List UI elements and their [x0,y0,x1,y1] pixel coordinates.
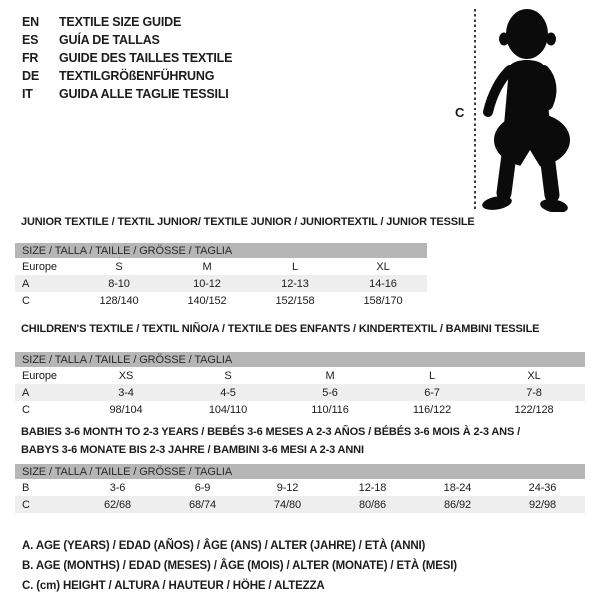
table-cell: XL [527,369,541,382]
table-title: BABYS 3-6 MONATE BIS 2-3 JAHRE / BAMBINI 3-6 MESI A 2-3 ANNI [21,444,364,456]
table-cell: 12-18 [358,481,387,494]
section-junior-textile [15,213,585,309]
table-cell: 6-7 [424,386,440,399]
size-header-band: SIZE / TALLA / TAILLE / GRÖSSE / TAGLIA [15,243,427,258]
table-cell: 5-6 [322,386,338,399]
row-label: A [22,277,30,290]
footnote-list [22,536,457,596]
size-header-band: SIZE / TALLA / TAILLE / GRÖSSE / TAGLIA [15,464,585,479]
table-cell: 8-10 [108,277,130,290]
language-list [22,13,232,103]
row-label: B [22,481,30,494]
table-cell: 98/104 [109,403,143,416]
language-title: TEXTILE SIZE GUIDE [59,15,182,29]
language-title: TEXTILGRÖßENFÜHRUNG [59,69,215,83]
footnote: A. AGE (YEARS) / EDAD (AÑOS) / ÂGE (ANS) / ALTER (JAHRE) / ETÀ (ANNI) [22,540,426,552]
table-cell: 116/122 [412,403,452,416]
baby-silhouette-icon [482,7,574,212]
table-title: BABIES 3-6 MONTH TO 2-3 YEARS / BEBÉS 3-6 MESES A 2-3 AÑOS / BÉBÉS 3-6 MOIS À 2-3 ANS / [21,426,520,438]
language-code-fr: FR [22,51,39,65]
table-title: JUNIOR TEXTILE / TEXTIL JUNIOR/ TEXTILE JUNIOR / JUNIORTEXTIL / JUNIOR TESSILE [21,216,475,228]
table-cell: 128/140 [99,294,139,307]
table-row [15,275,427,292]
language-code-en: EN [22,15,39,29]
table-cell: 62/68 [103,498,132,511]
table-cell: 80/86 [358,498,387,511]
row-label: A [22,386,30,399]
language-row [22,49,232,67]
table-cell: 14-16 [369,277,397,290]
table-cell: 110/116 [311,403,349,416]
table-cell: M [202,260,212,273]
table-row [15,479,585,496]
language-row [22,85,232,103]
table-row [15,401,585,418]
size-header-band: SIZE / TALLA / TAILLE / GRÖSSE / TAGLIA [15,352,585,367]
language-code-es: ES [22,33,39,47]
table-row [15,258,427,275]
language-title: GUIDE DES TAILLES TEXTILE [59,51,233,65]
row-label: C [22,403,30,416]
footnote: C. (cm) HEIGHT / ALTURA / HAUTEUR / HÖHE / ALTEZZA [22,580,325,592]
table-cell: 104/110 [208,403,248,416]
footnote: B. AGE (MONTHS) / EDAD (MESES) / ÂGE (MOIS) / ALTER (MONATE) / ETÀ (MESI) [22,560,457,572]
table-row [15,292,427,309]
table-cell: 7-8 [526,386,542,399]
table-cell: XL [376,260,390,273]
language-code-it: IT [22,87,33,101]
language-row [22,31,232,49]
table-row [15,367,585,384]
table-cell: S [115,260,123,273]
height-measure-label: C [455,105,465,120]
language-row [22,13,232,31]
table-cell: 9-12 [276,481,299,494]
row-label: Europe [22,369,57,382]
language-row [22,67,232,85]
table-cell: L [291,260,299,273]
table-cell: 3-4 [118,386,134,399]
size-table [15,464,585,513]
section-childrens-textile [15,320,585,418]
table-cell: 4-5 [220,386,236,399]
height-dotted-line [474,9,476,210]
table-row [15,384,585,401]
table-cell: XS [118,369,134,382]
language-title: GUIDA ALLE TAGLIE TESSILI [59,87,229,101]
table-cell: 86/92 [443,498,472,511]
table-cell: 152/158 [275,294,315,307]
table-cell: M [325,369,335,382]
table-cell: 6-9 [194,481,211,494]
table-row [15,496,585,513]
table-cell: L [428,369,436,382]
table-cell: 68/74 [188,498,217,511]
row-label: C [22,294,30,307]
table-cell: 24-36 [528,481,557,494]
table-cell: 74/80 [273,498,302,511]
section-babies-textile [15,423,585,513]
table-cell: 18-24 [443,481,472,494]
size-table [15,243,427,309]
table-cell: 140/152 [187,294,227,307]
table-title: CHILDREN'S TEXTILE / TEXTIL NIÑO/A / TEXTILE DES ENFANTS / KINDERTEXTIL / BAMBINI TESSILE [21,323,540,335]
table-cell: 122/128 [514,403,554,416]
table-cell: 12-13 [281,277,309,290]
table-cell: 158/170 [363,294,403,307]
language-code-de: DE [22,69,39,83]
table-cell: 10-12 [193,277,221,290]
table-cell: S [224,369,232,382]
row-label: Europe [22,260,57,273]
table-cell: 92/98 [528,498,557,511]
size-table [15,352,585,418]
row-label: C [22,498,30,511]
language-title: GUÍA DE TALLAS [59,33,160,47]
table-cell: 3-6 [109,481,126,494]
